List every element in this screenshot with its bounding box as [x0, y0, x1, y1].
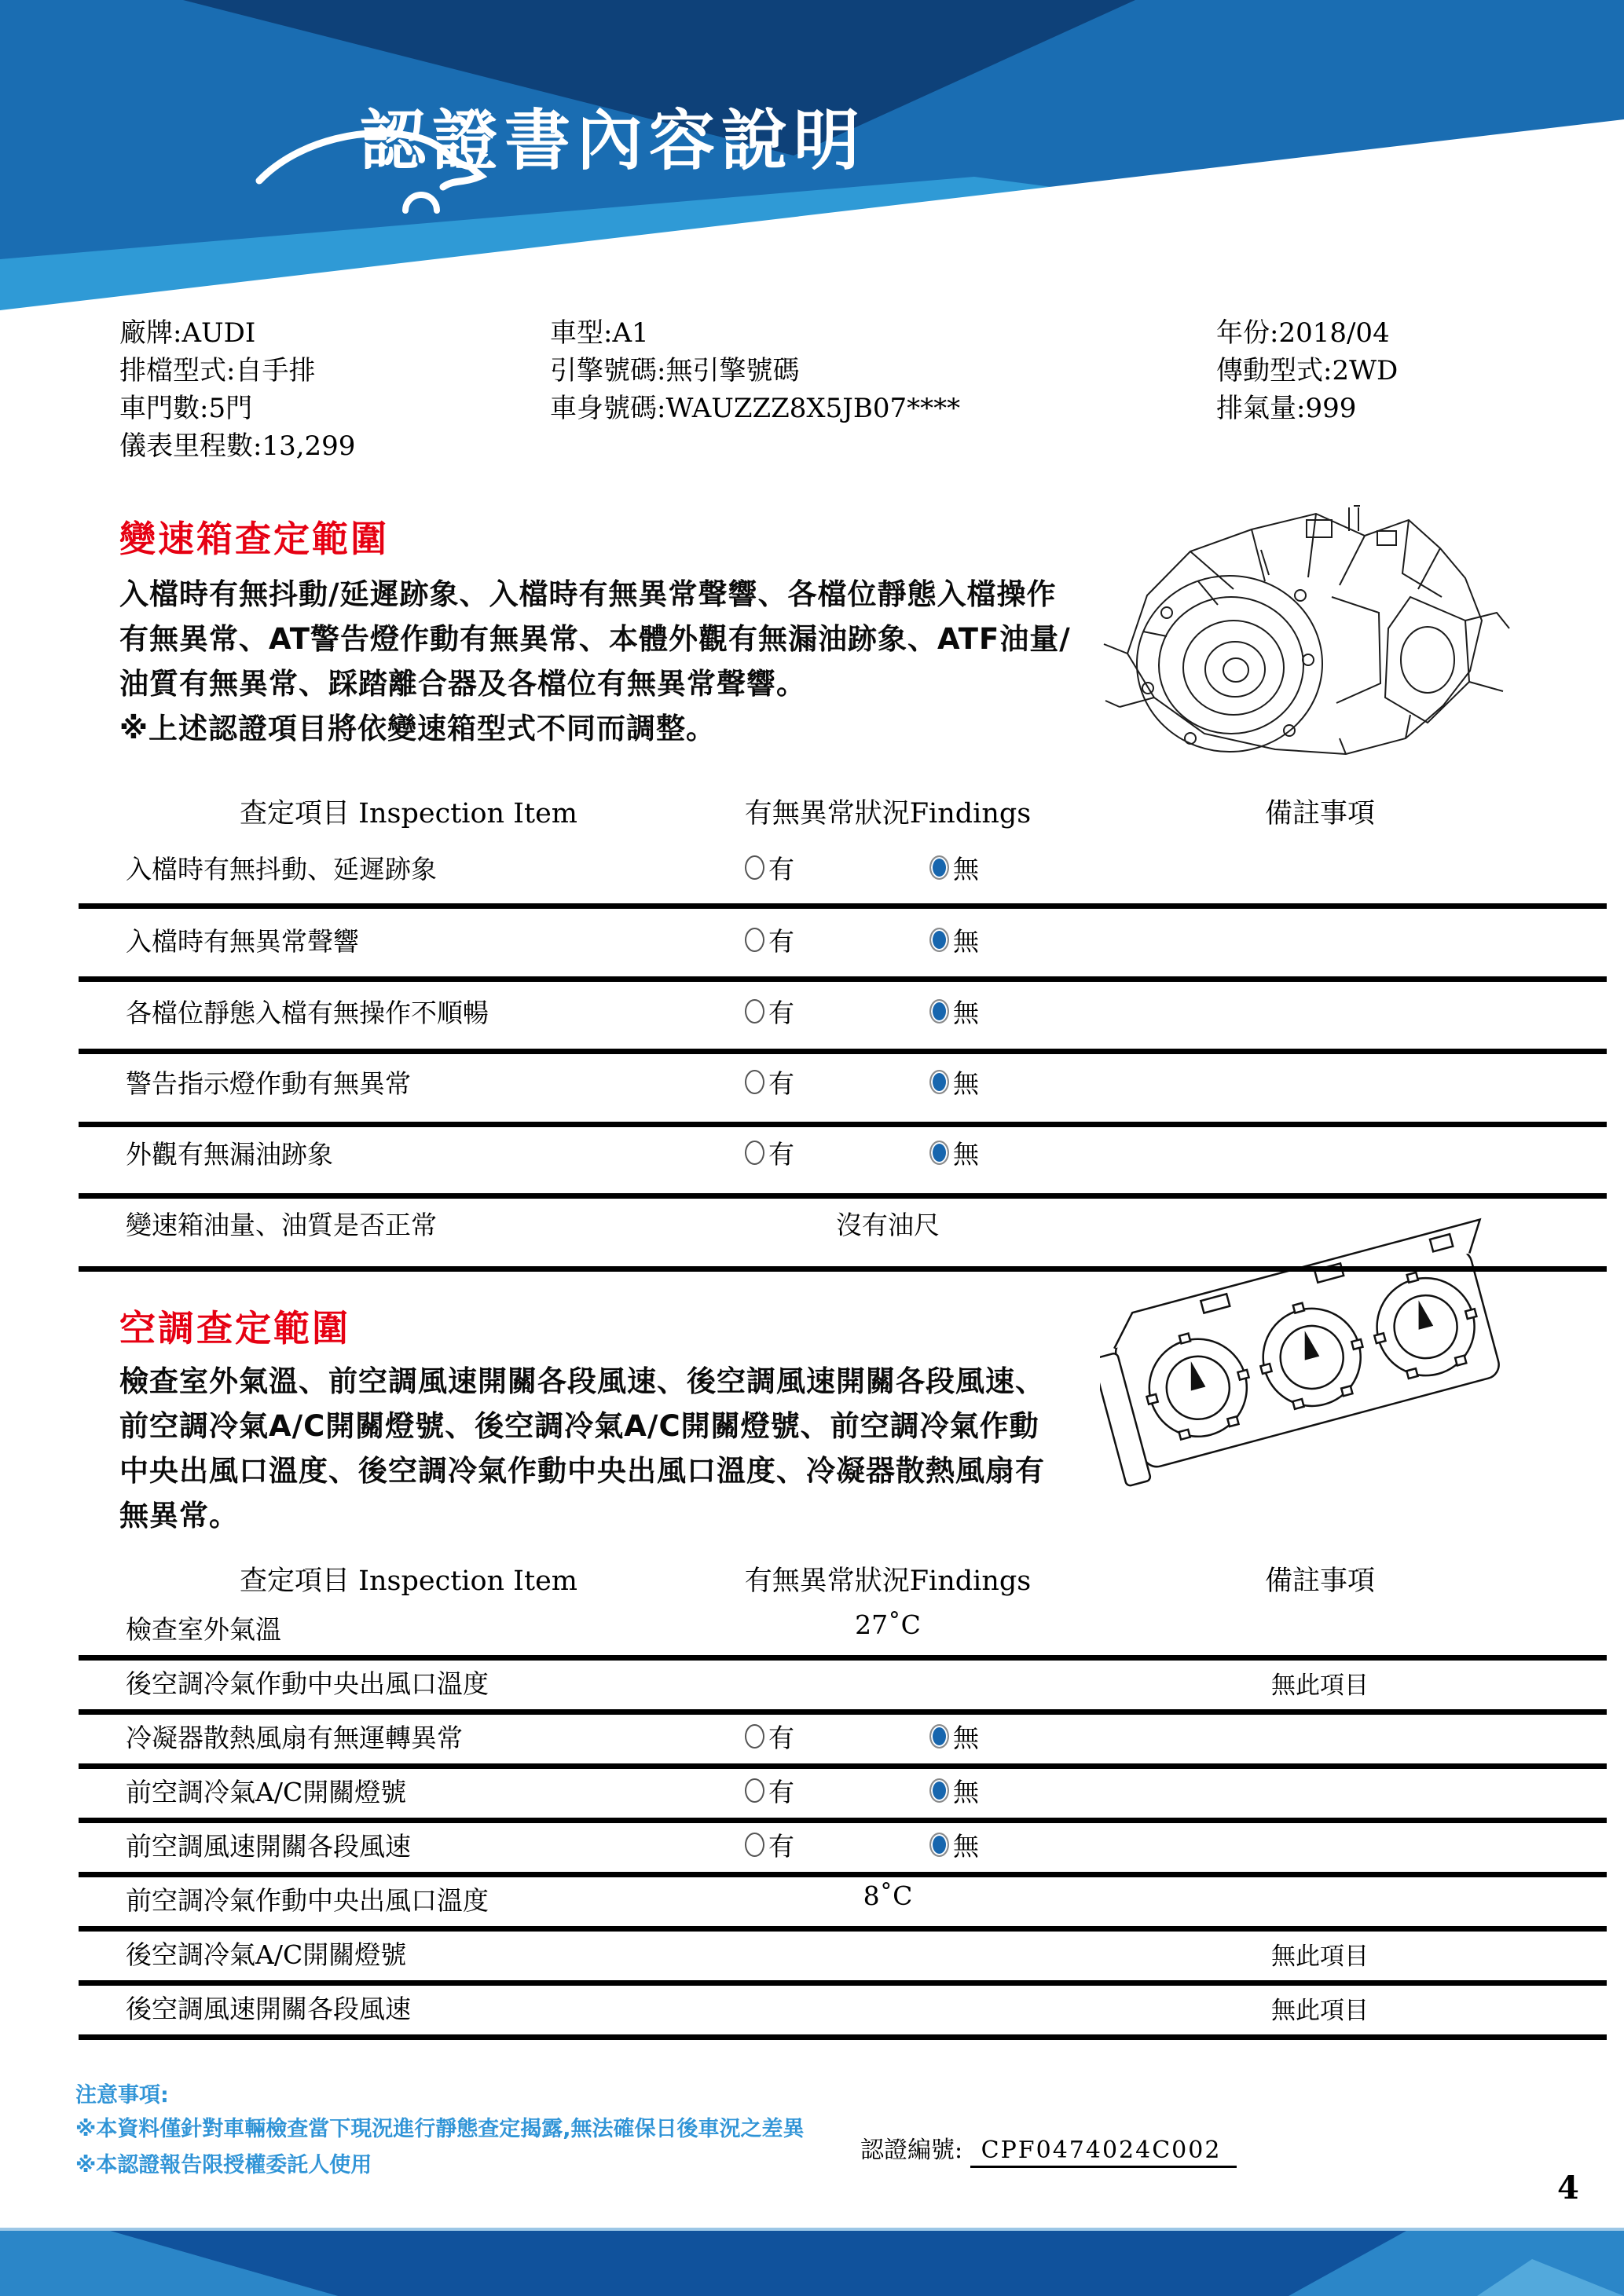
table-header-findings: 有無異常狀況Findings: [744, 798, 1032, 829]
table-row-divider: [79, 976, 1607, 982]
radio-no-abnormality[interactable]: [929, 921, 979, 958]
table-row-item-label: 入檔時有無異常聲響: [126, 926, 359, 957]
vehicle-info-col3: [1216, 314, 1398, 427]
ac-description: [119, 1359, 1045, 1538]
table-row-item-label: 入檔時有無抖動、延遲跡象: [126, 854, 437, 884]
table-header-inspection-item: 查定項目 Inspection Item: [240, 1565, 577, 1597]
section-description-line: 油質有無異常、踩踏離合器及各檔位有無異常聲響。: [119, 667, 806, 701]
vehicle-info-line: 車身號碼:WAUZZZ8X5JB07****: [550, 393, 961, 424]
table-header-inspection-item: 查定項目 Inspection Item: [240, 798, 577, 829]
radio-has-abnormality[interactable]: [745, 1064, 794, 1100]
table-row-divider: [79, 1049, 1607, 1054]
transmission-illustration: [1072, 503, 1520, 766]
table-row-item-label: 前空調冷氣作動中央出風口溫度: [126, 1885, 489, 1916]
radio-has-abnormality[interactable]: [745, 993, 794, 1030]
table-row-item-label: 外觀有無漏油跡象: [126, 1139, 333, 1170]
table-row-finding-value: 沒有油尺: [836, 1210, 940, 1240]
transmission-description: [119, 572, 1071, 751]
vehicle-info-line: 排檔型式:自手排: [119, 355, 316, 386]
radio-no-abnormality[interactable]: [929, 1134, 979, 1171]
section-description-line: 無異常。: [119, 1499, 239, 1532]
vehicle-info-line: 車門數:5門: [119, 393, 253, 424]
table-row-finding-value: 27˚C: [855, 1609, 921, 1640]
radio-selected-dot: [929, 1724, 949, 1749]
radio-selected-dot: [929, 928, 949, 952]
table-row-item-label: 前空調風速開關各段風速: [126, 1831, 411, 1862]
radio-label: 有: [768, 998, 794, 1028]
vehicle-info-line: 廠牌:AUDI: [119, 317, 256, 349]
section-description-line: ※上述認證項目將依變速箱型式不同而調整。: [119, 712, 716, 745]
table-row-divider: [79, 903, 1607, 909]
radio-no-abnormality[interactable]: [929, 849, 979, 886]
radio-label: 有: [768, 1068, 794, 1099]
ac-control-illustration: [1100, 1214, 1540, 1489]
radio-label: 有: [768, 1831, 794, 1862]
table-row-divider: [79, 1709, 1607, 1715]
radio-has-abnormality[interactable]: [745, 921, 794, 958]
section-description-line: 有無異常、AT警告燈作動有無異常、本體外觀有無漏油跡象、ATF油量/: [119, 622, 1071, 656]
table-row-divider: [79, 2034, 1607, 2040]
notice-title: 注意事項:: [75, 2083, 169, 2107]
radio-unselected-circle: [745, 1724, 764, 1749]
section-description-line: 入檔時有無抖動/延遲跡象、入檔時有無異常聲響、各檔位靜態入檔操作: [119, 577, 1057, 611]
radio-unselected-circle: [745, 1070, 764, 1094]
table-header-remarks: 備註事項: [1264, 1565, 1375, 1597]
radio-label: 無: [953, 1723, 979, 1753]
radio-no-abnormality[interactable]: [929, 1718, 979, 1755]
radio-label: 無: [953, 1139, 979, 1170]
radio-label: 無: [953, 1068, 979, 1099]
certificate-number-row: [860, 2130, 1237, 2165]
vehicle-info-line: 年份:2018/04: [1216, 317, 1390, 349]
vehicle-info-line: 車型:A1: [550, 317, 649, 349]
section-title-ac: 空調查定範圍: [119, 1307, 350, 1349]
radio-label: 無: [953, 926, 979, 957]
table-row-divider: [79, 1926, 1607, 1932]
page-number: 4: [1557, 2170, 1579, 2206]
radio-unselected-circle: [745, 855, 764, 880]
table-row-item-label: 冷凝器散熱風扇有無運轉異常: [126, 1723, 463, 1753]
radio-unselected-circle: [745, 1833, 764, 1857]
table-row-divider: [79, 1122, 1607, 1127]
vehicle-info-line: 傳動型式:2WD: [1216, 355, 1399, 386]
section-description-line: 檢查室外氣溫、前空調風速開關各段風速、後空調風速開關各段風速、: [119, 1364, 1045, 1398]
certificate-number-value: CPF0474024C002: [970, 2137, 1237, 2168]
vehicle-info-col1: [119, 314, 355, 465]
table-row-divider: [79, 1655, 1607, 1661]
table-row-item-label: 後空調冷氣A/C開關燈號: [126, 1939, 407, 1970]
radio-label: 有: [768, 1777, 794, 1807]
vehicle-info-line: 排氣量:999: [1216, 393, 1357, 424]
radio-unselected-circle: [745, 1141, 764, 1165]
vehicle-info-line: 儀表里程數:13,299: [119, 430, 356, 462]
radio-unselected-circle: [745, 999, 764, 1023]
radio-label: 有: [768, 854, 794, 884]
radio-label: 無: [953, 854, 979, 884]
table-row-item-label: 警告指示燈作動有無異常: [126, 1068, 411, 1099]
radio-has-abnormality[interactable]: [745, 1772, 794, 1809]
radio-no-abnormality[interactable]: [929, 1826, 979, 1863]
table-row-item-label: 前空調冷氣A/C開關燈號: [126, 1777, 407, 1807]
radio-has-abnormality[interactable]: [745, 1826, 794, 1863]
radio-selected-dot: [929, 1070, 949, 1094]
table-row-item-label: 後空調冷氣作動中央出風口溫度: [126, 1668, 489, 1699]
radio-no-abnormality[interactable]: [929, 993, 979, 1030]
notice-line-2: ※本認證報告限授權委託人使用: [75, 2153, 372, 2177]
notice-line-1: ※本資料僅針對車輛檢查當下現況進行靜態查定揭露,無法確保日後車況之差異: [75, 2117, 805, 2141]
section-title-transmission: 變速箱查定範圍: [119, 518, 389, 560]
vehicle-info-col2: [550, 314, 960, 427]
footer-banner: [0, 2228, 1624, 2296]
table-row-remark: 無此項目: [1271, 1997, 1369, 2025]
radio-selected-dot: [929, 1141, 949, 1165]
table-row-remark: 無此項目: [1271, 1943, 1369, 1971]
radio-selected-dot: [929, 1833, 949, 1857]
yes-logo-text: yES: [220, 272, 379, 368]
table-header-remarks: 備註事項: [1264, 798, 1375, 829]
page-title: 認證書內容說明: [360, 102, 867, 179]
radio-selected-dot: [929, 999, 949, 1023]
table-header-findings: 有無異常狀況Findings: [744, 1565, 1032, 1597]
table-row-divider: [79, 1872, 1607, 1877]
radio-label: 有: [768, 1139, 794, 1170]
radio-unselected-circle: [745, 928, 764, 952]
radio-no-abnormality[interactable]: [929, 1064, 979, 1100]
radio-unselected-circle: [745, 1778, 764, 1803]
radio-label: 有: [768, 926, 794, 957]
section-description-line: 前空調冷氣A/C開關燈號、後空調冷氣A/C開關燈號、前空調冷氣作動: [119, 1409, 1039, 1443]
table-row-remark: 無此項目: [1271, 1672, 1369, 1700]
radio-has-abnormality[interactable]: [745, 1718, 794, 1755]
radio-has-abnormality[interactable]: [745, 849, 794, 886]
vehicle-info-line: 引擎號碼:無引擎號碼: [550, 355, 800, 386]
table-row-divider: [79, 1980, 1607, 1986]
radio-no-abnormality[interactable]: [929, 1772, 979, 1809]
table-row-item-label: 檢查室外氣溫: [126, 1614, 281, 1645]
radio-label: 有: [768, 1723, 794, 1753]
section-description-line: 中央出風口溫度、後空調冷氣作動中央出風口溫度、冷凝器散熱風扇有: [119, 1454, 1045, 1488]
table-row-item-label: 變速箱油量、油質是否正常: [126, 1210, 437, 1240]
radio-label: 無: [953, 1831, 979, 1862]
table-row-item-label: 各檔位靜態入檔有無操作不順暢: [126, 998, 489, 1028]
certificate-number-label: 認證編號:: [860, 2137, 963, 2164]
radio-label: 無: [953, 1777, 979, 1807]
table-row-divider: [79, 1266, 1607, 1272]
radio-selected-dot: [929, 855, 949, 880]
table-row-divider: [79, 1763, 1607, 1769]
radio-label: 無: [953, 998, 979, 1028]
radio-has-abnormality[interactable]: [745, 1134, 794, 1171]
table-row-divider: [79, 1193, 1607, 1199]
radio-selected-dot: [929, 1778, 949, 1803]
table-row-divider: [79, 1818, 1607, 1823]
table-row-finding-value: 8˚C: [863, 1880, 913, 1911]
table-row-item-label: 後空調風速開關各段風速: [126, 1994, 411, 2024]
